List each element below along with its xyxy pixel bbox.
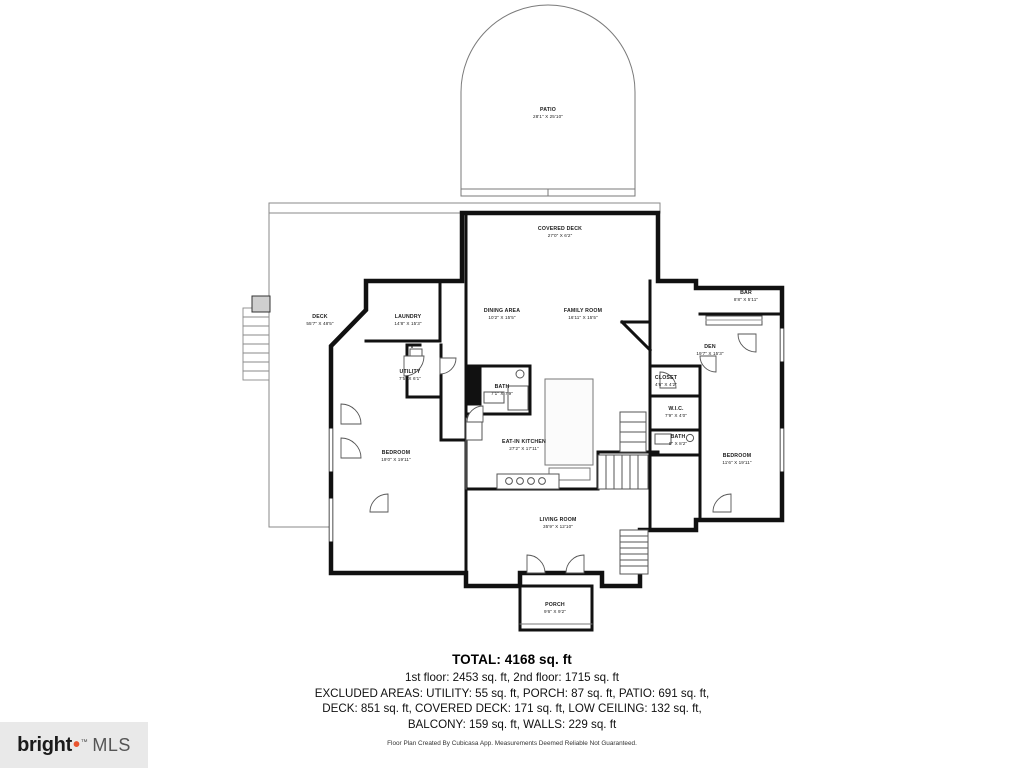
room-dimensions: 19'7" X 15'3" bbox=[696, 350, 724, 356]
deck-stairs bbox=[243, 308, 269, 380]
room-name: DECK bbox=[312, 313, 328, 320]
room-name: DEN bbox=[704, 343, 716, 350]
room-name: PATIO bbox=[539, 106, 557, 113]
room-name: LAUNDRY bbox=[394, 313, 422, 320]
room-dimensions: 55'7" X 48'5" bbox=[306, 320, 334, 326]
room-dimensions: 27'2" X 17'11" bbox=[509, 445, 539, 451]
area-summary bbox=[0, 652, 1024, 733]
room-dimensions: 11'6" X 19'11" bbox=[722, 459, 752, 465]
floor-plan-credit: Floor Plan Created By Cubicasa App. Measurements Deemed Reliable Not Guaranteed. bbox=[387, 740, 637, 747]
watermark-suffix: MLS bbox=[92, 734, 131, 755]
brightmls-watermark bbox=[0, 722, 148, 768]
excluded-areas-line-3: BALCONY: 159 sq. ft, WALLS: 229 sq. ft bbox=[407, 717, 617, 731]
deck-left-notch bbox=[252, 296, 270, 312]
watermark-brand: bright bbox=[17, 733, 72, 756]
room-dimensions: 7'5" X 6'1" bbox=[399, 375, 421, 381]
excluded-areas-line-1: EXCLUDED AREAS: UTILITY: 55 sq. ft, PORCH: 87 sq. ft, PATIO: 691 sq. ft, bbox=[314, 686, 710, 700]
room-dimensions: 35'9" X 12'10" bbox=[543, 523, 573, 529]
room-name: FAMILY ROOM bbox=[563, 307, 603, 314]
watermark-trademark: ™ bbox=[80, 738, 88, 746]
room-dimensions: 7'1" X 7'9" bbox=[491, 390, 513, 396]
floor-breakdown: 1st floor: 2453 sq. ft, 2nd floor: 1715 sq. ft bbox=[405, 671, 619, 684]
room-name: BATH bbox=[494, 383, 510, 390]
room-name: BAR bbox=[740, 289, 752, 296]
room-name: W.I.C. bbox=[668, 405, 684, 412]
room-name: BEDROOM bbox=[722, 452, 752, 459]
room-dimensions: 4'6" X 4'2" bbox=[655, 381, 677, 387]
room-dimensions: 10'2" X 15'5" bbox=[488, 314, 516, 320]
room-dimensions: 14'8" X 15'3" bbox=[394, 320, 422, 326]
room-dimensions: 7'9" X 4'0" bbox=[665, 412, 687, 418]
room-name: DINING AREA bbox=[483, 307, 521, 314]
excluded-areas-line-2: DECK: 851 sq. ft, COVERED DECK: 171 sq. ft, LOW CEILING: 132 sq. ft, bbox=[322, 702, 702, 716]
room-dimensions: 9" X 8'2" bbox=[668, 440, 688, 446]
room-name: LIVING ROOM bbox=[539, 516, 577, 523]
room-dimensions: 9'6" X 9'2" bbox=[544, 608, 566, 614]
patio-outline bbox=[461, 5, 635, 196]
room-dimensions: 27'0" X 6'2" bbox=[547, 232, 573, 238]
room-name: COVERED DECK bbox=[537, 225, 583, 232]
watermark-dot-icon: • bbox=[72, 733, 80, 756]
room-name: BATH bbox=[670, 433, 686, 440]
room-dimensions: 8'8" X 5'11" bbox=[733, 296, 759, 302]
room-dimensions: 28'1" X 25'10" bbox=[533, 113, 563, 119]
porch bbox=[520, 586, 592, 630]
room-dimensions: 19'0" X 19'11" bbox=[381, 456, 411, 462]
room-name: PORCH bbox=[545, 601, 565, 608]
total-area: TOTAL: 4168 sq. ft bbox=[452, 652, 572, 667]
room-name: UTILITY bbox=[399, 368, 421, 375]
room-name: EAT-IN KITCHEN bbox=[502, 438, 546, 445]
room-name: BEDROOM bbox=[381, 449, 411, 456]
room-dimensions: 16'11" X 15'5" bbox=[568, 314, 598, 320]
room-name: CLOSET bbox=[654, 374, 678, 381]
